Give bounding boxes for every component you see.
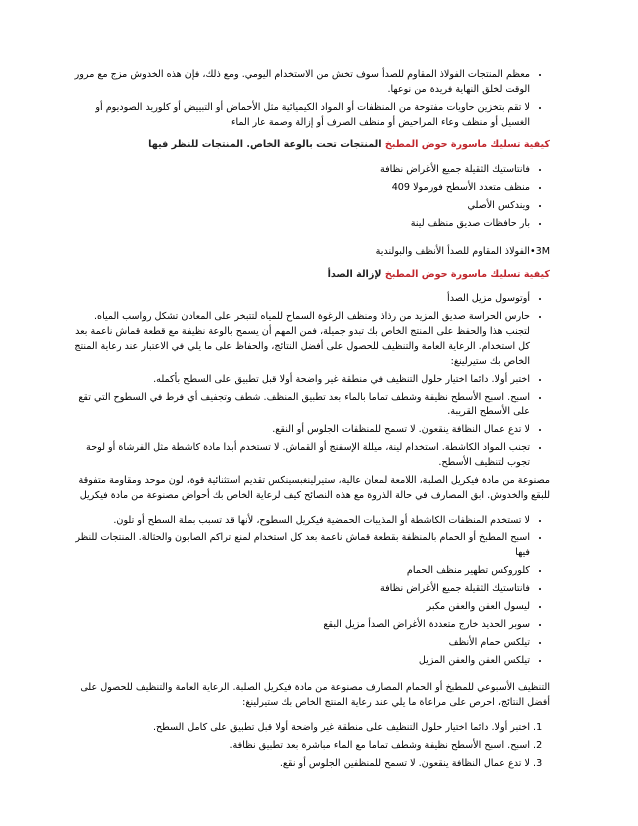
list-item: • أوتوسول مزيل الصدأ — [70, 292, 530, 307]
avoid-list — [70, 514, 550, 669]
list-item: • منظف متعدد الأسطح فورمولا 409 — [70, 181, 530, 196]
steps-list — [70, 721, 550, 772]
list-item: • لا تدع عمال النظافة ينقعون. لا تسمح للمنظفات الجلوس أو النقع. — [70, 423, 530, 438]
list-item: 2. اسبح. اسبح الأسطح نظيفة وشطف تماما مع الماء مباشرة بعد تطبيق نظافة. — [70, 739, 530, 754]
paragraph-vikrell: مصنوعة من مادة فيكريل الصلبة، اللامعة لمعان عالية، ستيرلينغبسينكس تقديم استثنائية قوة، لون موحد ومقاومة متفوقة للبقع والخدوش. ابق المصارف في حالة الذروة مع هذه النصائح كيف لرعاية الخاص بك أحواض مصنوعة من مادة فيكريل — [78, 474, 550, 501]
line-3m: 3M•الفولاذ المقاوم للصدأ الأنظف والبولندية — [375, 245, 550, 257]
section-heading-products — [70, 138, 550, 153]
heading-dark-part: لإزالة الصدأ — [327, 268, 385, 280]
paragraph-weekly-cleaning: التنظيف الأسبوعي للمطبخ أو الحمام المصارف مصنوعة من مادة فيكريل الصلبة. الرعاية العامة والتنظيف للحصول على أفضل النتائج، احرص على مراعاة ما يلي عند رعاية المنتج الخاص بك ستيرلينغ: — [80, 682, 550, 709]
list-item: • اسبح. اسبح الأسطح نظيفة وشطف تماما بالماء بعد تطبيق المنظف. شطف وتجفيف أي فرط في السطوح التي تقع على الأسطح القريبة. — [70, 391, 530, 421]
list-item: • اسبح المطبخ أو الحمام بالمنظفة بقطعة قماش ناعمة بعد كل استخدام لمنع تراكم الصابون والحثالة. المنتجات للنظر فيها — [70, 531, 530, 561]
list-item: • اختبر أولا. دائما اختيار حلول التنظيف في منطقة غير واضحة أولا قبل تطبيق على السطح بأكمله. — [70, 373, 530, 388]
list-item: • بار حافظات صديق منظف لينة — [70, 217, 530, 232]
list-item: • تجنب المواد الكاشطة. استخدام لينة، ميللة الإسفنج أو القماش. لا تستخدم أبدا مادة كاشطة مثل الفرشاة أو لوحة تجوب لتنظيف الأسطح. — [70, 441, 530, 471]
list-item: 3. لا تدع عمال النظافة ينقعون. لا تسمح للمنظفين الجلوس أو نقع. — [70, 757, 530, 772]
heading-red-part: كيفية تسليك ماسورة حوض المطبخ — [384, 139, 550, 151]
list-item: • معظم المنتجات الفولاذ المقاوم للصدأ سوف تخش من الاستخدام اليومي. ومع ذلك، فإن هذه الخدوش مزج مع مرور الوقت لخلق النهاية فريدة من نوعها. — [70, 68, 530, 98]
list-item: 1. اختبر أولا. دائما اختيار حلول التنظيف على منطقة غير واضحة أولا قبل تطبيق على كامل السطح. — [70, 721, 530, 736]
list-item: • فانتاستيك الثقيلة جميع الأغراض نظافة — [70, 163, 530, 178]
intro-list — [70, 68, 550, 130]
heading-dark-part: المنتجات تحت بالوعة الخاص. المنتجات للنظر فيها — [148, 139, 385, 151]
list-item: • حارس الحراسة صديق المزيد من رذاذ ومنظف الرغوة السماح للمياه لتتبخر على المعادن تشكل رواسب المياه. لتجنب هذا والحفظ على المنتج الخاص بك تبدو جميلة، فمن المهم أن يسمح بالوعة نظيفة مع قطعة قماش ناعمة بعد كل استخدام. الرعاية العامة والتنظيف للحصول على أفضل النتائج، والحفاظ على ما يلي في الاعتبار عند رعاية المنتج الخاص بك ستيرلينغ: — [70, 310, 530, 369]
products-list — [70, 163, 550, 231]
list-item: • لا تقم بتخزين حاويات مفتوحة من المنظفات أو المواد الكيميائية مثل الأحماض أو التبييض أو كلوريد الصوديوم أو الغسيل أو منظف وعاء المراحيض أو منظف الصرف أو إزالة وصمة عار الماء — [70, 101, 530, 131]
list-item: • كلوروكس تطهير منظف الحمام — [70, 564, 530, 579]
list-item: • لا تستخدم المنظفات الكاشطة أو المذيبات الحمضية فيكريل السطوح، لأنها قد تسبب بملة السطح أو تلون. — [70, 514, 530, 529]
list-item: • سوبر الحديد خارج متعددة الأغراض الصدأ مزيل البقع — [70, 618, 530, 633]
list-item: • فانتاستيك الثقيلة جميع الأغراض نظافة — [70, 582, 530, 597]
section-heading-rust — [70, 268, 550, 283]
list-item: • تيلكس العفن والعفن المزيل — [70, 654, 530, 669]
list-item: • تيلكس حمام الأنظف — [70, 636, 530, 651]
heading-red-part: كيفية تسليك ماسورة حوض المطبخ — [384, 268, 550, 280]
list-item: • ويندكس الأصلي — [70, 199, 530, 214]
list-item: • ليسول العفن والعفن مكبر — [70, 600, 530, 615]
rust-list — [70, 292, 550, 470]
